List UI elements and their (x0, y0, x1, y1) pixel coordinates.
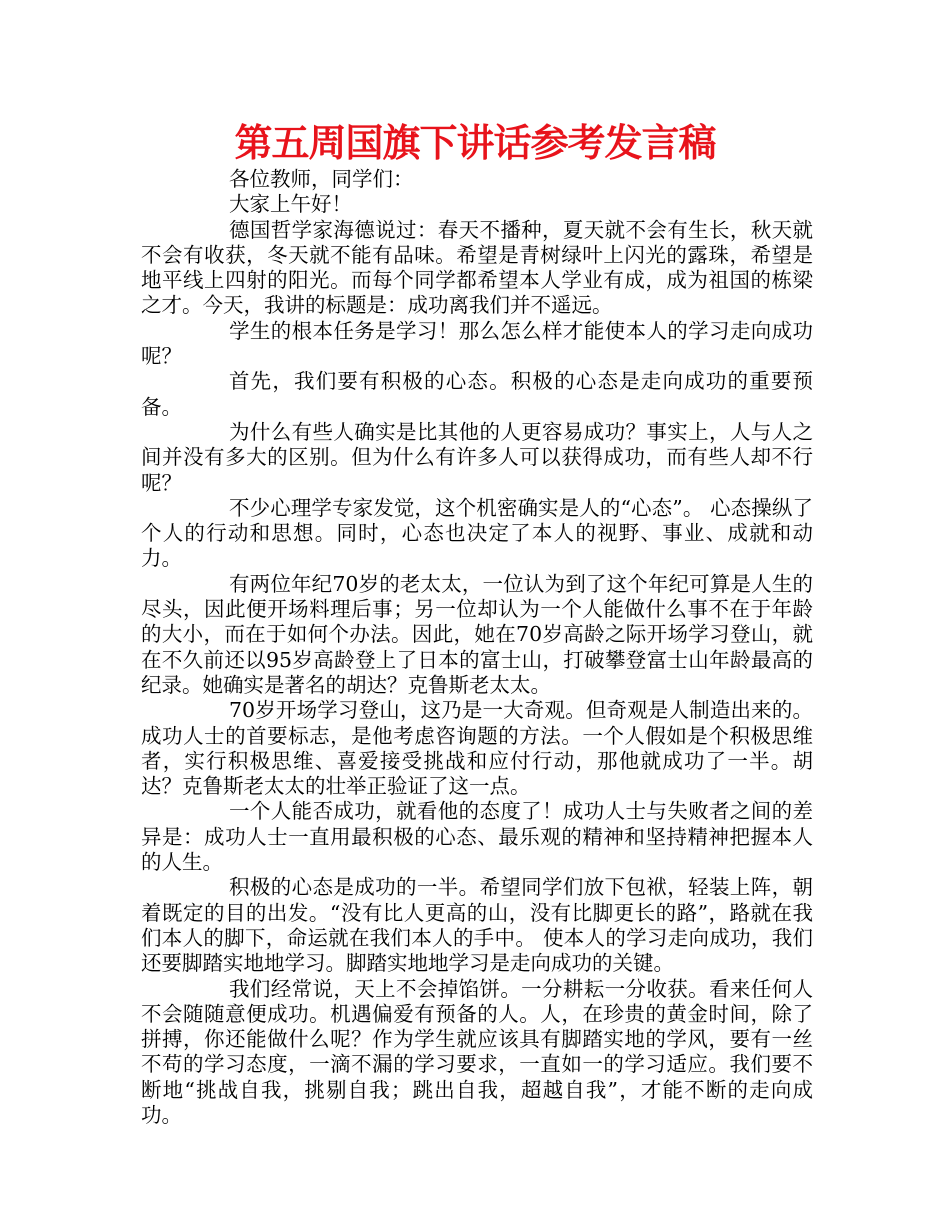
paragraph-success: 一个人能否成功，就看他的态度了！成功人士与失败者之间的差异是：成功人士一直用最积极的心态、最乐观的精神和坚持精神把握本人的人生。 (141, 799, 813, 875)
paragraph-greeting: 各位教师，同学们： (229, 167, 414, 191)
paragraph-story: 有两位年纪70岁的老太太，一位认为到了这个年纪可算是人生的尽头，因此便开场料理后事；另一位却认为一个人能做什么事不在于年龄的大小，而在于如何个办法。因此，她在70岁高龄之际开场学习登山，就在不久前还以95岁高龄登上了日本的富士山，打破攀登富士山年龄最高的纪录。她确实是著名的胡达？克鲁斯老太太。 (141, 571, 813, 697)
paragraph-half: 积极的心态是成功的一半。希望同学们放下包袱，轻装上阵，朝着既定的目的出发。“没有比人更高的山，没有比脚更长的路”，路就在我们本人的脚下，命运就在我们本人的手中。 使本人的学习走向成功，我们还要脚踏实地地学习。脚踏实地地学习是走向成功的关键。 (141, 875, 813, 976)
paragraph-miracle: 70岁开场学习登山，这乃是一大奇观。但奇观是人制造出来的。成功人士的首要标志，是他考虑咨询题的方法。一个人假如是个积极思维者，实行积极思维、喜爱接受挑战和应付行动，那他就成功了一半。胡达？克鲁斯老太太的壮举正验证了这一点。 (141, 698, 813, 799)
paragraph-mindset: 不少心理学专家发觉，这个机密确实是人的“心态”。 心态操纵了个人的行动和思想。同时，心态也决定了本人的视野、事业、成就和动力。 (141, 495, 813, 571)
paragraph-question: 为什么有些人确实是比其他的人更容易成功？事实上，人与人之间并没有多大的区别。但为什么有许多人可以获得成功，而有些人却不行呢？ (141, 419, 813, 495)
document-title: 第五周国旗下讲话参考发言稿 (234, 121, 716, 165)
document-body (141, 167, 813, 1128)
paragraph-hello: 大家上午好！ (229, 192, 352, 217)
paragraph-conclusion: 我们经常说，天上不会掉馅饼。一分耕耘一分收获。看来任何人不会随随意便成功。机遇偏爱有预备的人。人，在珍贵的黄金时间，除了拼搏，你还能做什么呢？作为学生就应该具有脚踏实地的学风，要有一丝不苟的学习态度，一滴不漏的学习要求，一直如一的学习适应。我们要不断地“挑战自我，挑剔自我；跳出自我，超越自我”，才能不断的走向成功。 (141, 976, 813, 1127)
paragraph-attitude: 首先，我们要有积极的心态。积极的心态是走向成功的重要预备。 (141, 369, 813, 419)
paragraph-intro: 德国哲学家海德说过：春天不播种，夏天就不会有生长，秋天就不会有收获，冬天就不能有品味。希望是青树绿叶上闪光的露珠，希望是地平线上四射的阳光。而每个同学都希望本人学业有成，成为祖国的栋梁之才。今天，我讲的标题是：成功离我们并不遥远。 (141, 217, 813, 318)
paragraph-task: 学生的根本任务是学习！那么怎么样才能使本人的学习走向成功呢？ (141, 318, 813, 369)
